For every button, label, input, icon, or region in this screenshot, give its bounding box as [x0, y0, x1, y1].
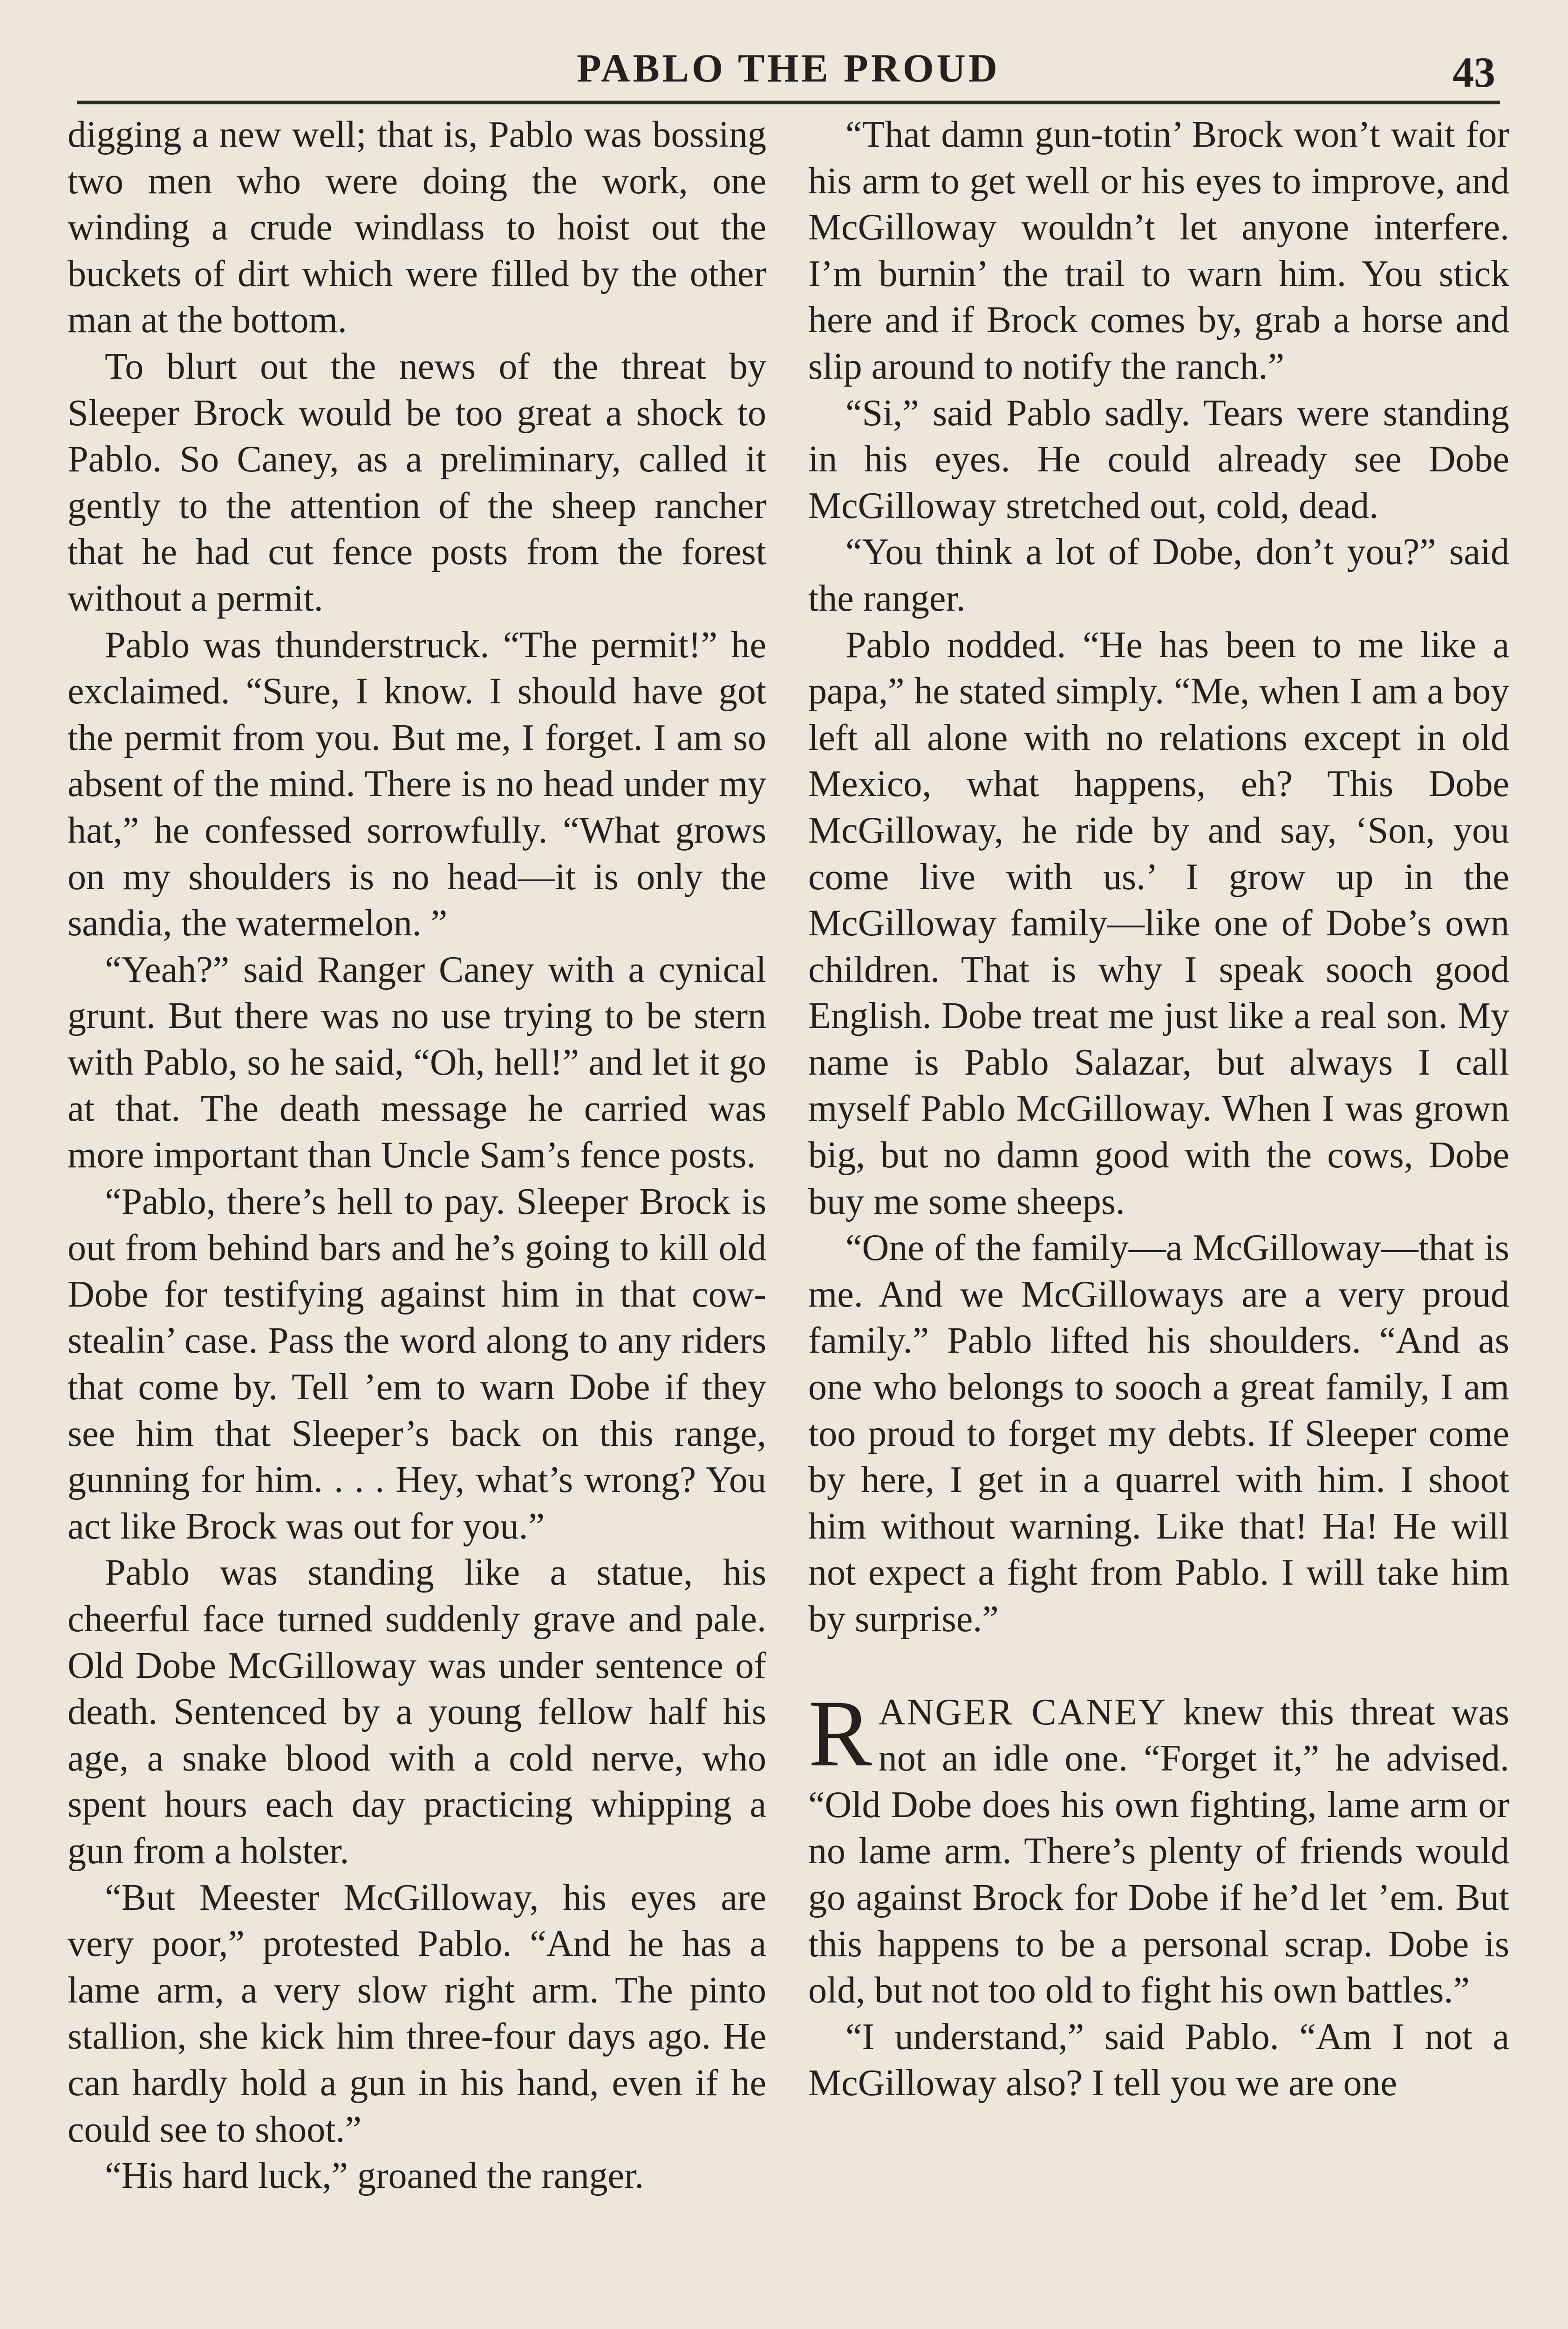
right-paragraph-1: “That damn gun-totin’ Brock won’t wait for his arm to get well or his eyes to improve, and McGilloway wouldn’t let anyone interfere. I’m burnin’ the trail to warn him. You stick here and if Brock comes by, grab a horse and slip around to notify the ranch.”	[808, 114, 1509, 387]
section-opening-words: ANGER CANEY	[878, 1691, 1167, 1733]
left-paragraph-4: “Yeah?” said Ranger Caney with a cynical grunt. But there was no use trying to be stern with Pablo, so he said, “Oh, hell!” and let it go at that. The death message he carried was more important than Uncle Sam’s fence posts.	[68, 949, 766, 1176]
right-paragraph-5: “One of the family—a McGilloway—that is me. And we McGilloways are a very proud family.” Pablo lifted his shoulders. “And as one who belongs to sooch a great family, I am too proud to forget my debts. If Sleeper come by here, I get in a quarrel with him. I shoot him without warning. Like that! Ha! He will not expect a fight from Pablo. I will take him by surprise.”	[808, 1227, 1509, 1640]
left-paragraph-1: digging a new well; that is, Pablo was bossing two men who were doing the work, one winding a crude windlass to hoist out the buckets of dirt which were filled by the other man at the bottom.	[68, 114, 766, 341]
section-opening-text: knew this threat was not an idle one. “Forget it,” he advised. “Old Dobe does his own fighting, lame arm or no lame arm. There’s plenty of friends would go against Brock for Dobe if he’d let ’em. But this happens to be a personal scrap. Dobe is old, but not too old to fight his own battles.”	[808, 1691, 1510, 2011]
page-header	[77, 45, 1500, 104]
left-paragraph-6: Pablo was standing like a statue, his cheerful face turned suddenly grave and pale. Old Dobe McGilloway was under sentence of death. Sentenced by a young fellow half his age, a snake blood with a cold nerve, who spent hours each day practicing whipping a gun from a holster.	[68, 1552, 766, 1872]
left-paragraph-2: To blurt out the news of the threat by Sleeper Brock would be too great a shock to Pablo. So Caney, as a preliminary, called it gently to the attention of the sheep rancher that he had cut fence posts from the forest without a permit.	[68, 346, 766, 619]
left-column	[68, 112, 766, 2200]
left-paragraph-5: “Pablo, there’s hell to pay. Sleeper Brock is out from behind bars and he’s going to kill old Dobe for testifying against him in that cow-stealin’ case. Pass the word along to any riders that come by. Tell ’em to warn Dobe if they see him that Sleeper’s back on this range, gunning for him. . . . Hey, what’s wrong? You act like Brock was out for you.”	[68, 1181, 766, 1547]
left-paragraph-8: “His hard luck,” groaned the ranger.	[105, 2155, 644, 2197]
left-paragraph-3: Pablo was thunderstruck. “The permit!” he exclaimed. “Sure, I know. I should have got the permit from you. But me, I forget. I am so absent of the mind. There is no head under my hat,” he confessed sorrowfully. “What grows on my shoulders is no head—it is only the sandia, the watermelon. ”	[68, 624, 766, 944]
right-paragraph-4: Pablo nodded. “He has been to me like a papa,” he stated simply. “Me, when I am a boy left all alone with no relations except in old Mexico, what happens, eh? This Dobe McGilloway, he ride by and say, ‘Son, you come live with us.’ I grow up in the McGilloway family—like one of Dobe’s own children. That is why I speak sooch good English. Dobe treat me just like a real son. My name is Pablo Salazar, but always I call myself Pablo McGilloway. When I was grown big, but no damn good with the cows, Dobe buy me some sheeps.	[808, 624, 1509, 1222]
right-column	[808, 112, 1509, 2107]
right-paragraph-2: “Si,” said Pablo sadly. Tears were standing in his eyes. He could already see Dobe McGilloway stretched out, cold, dead.	[808, 392, 1509, 526]
page-number: 43	[1452, 48, 1495, 96]
running-title: PABLO THE PROUD	[577, 46, 1000, 90]
drop-cap: R	[808, 1680, 872, 1786]
right-paragraph-3: “You think a lot of Dobe, don’t you?” said the ranger.	[808, 531, 1509, 619]
right-last-paragraph: “I understand,” said Pablo. “Am I not a McGilloway also? I tell you we are one	[808, 2016, 1509, 2104]
left-paragraph-7: “But Meester McGilloway, his eyes are very poor,” protested Pablo. “And he has a lame arm, a very slow right arm. The pinto stallion, she kick him three-four days ago. He can hardly hold a gun in his hand, even if he could see to shoot.”	[68, 1877, 766, 2150]
section-opening-paragraph	[808, 1680, 1510, 2014]
